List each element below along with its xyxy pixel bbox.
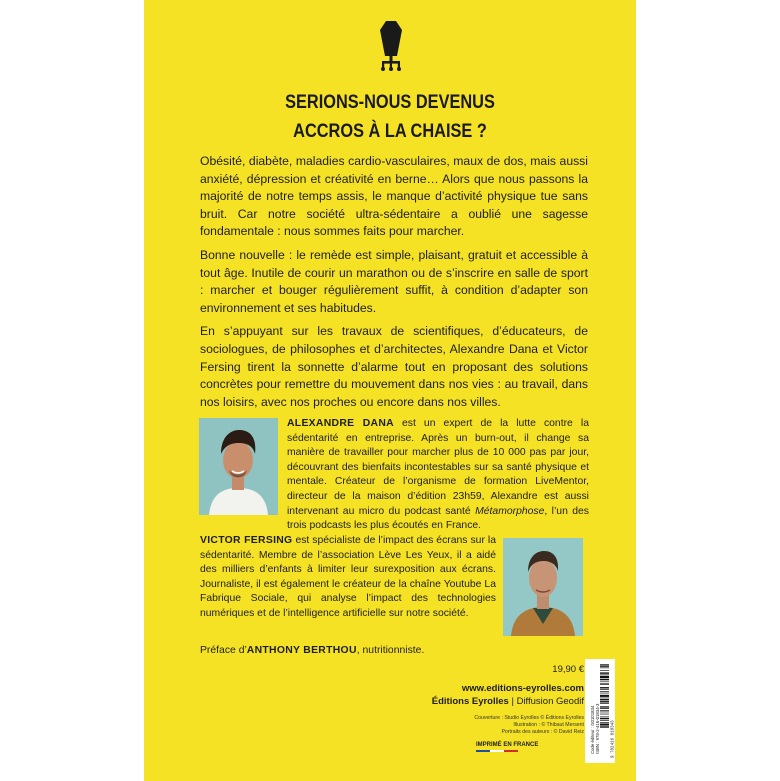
title-line-1: SERIONS-NOUS DEVENUS — [285, 92, 495, 113]
book-back-cover — [144, 0, 636, 781]
bio-fersing-text: est spécialiste de l’impact des écrans sur la sédentarité. Membre de l’association Lève Les Yeux, il a aidé des milliers d’enfants à limiter leur surexposition aux écrans. Journaliste, il est également le créateur de la chaîne Youtube La Fabrique Sociale, qui analyse l’impact des technologies numériques et de l’intelligence artificielle sur notre société. — [200, 535, 496, 619]
author-name-fersing: VICTOR FERSING — [200, 535, 293, 546]
barcode-bar — [600, 706, 609, 707]
preface-line — [200, 645, 424, 656]
editor-code: Code éditeur : G0101834 — [590, 705, 595, 754]
blurb-paragraph-3: En s’appuyant sur les travaux de scientifiques, d’éducateurs, de sociologues, de philosophes et d’architectes, Alexandre Dana et Victor Fersing tirent la sonnette d’alarme tout en proposant des solutions concrètes pour remettre du mouvement dans nos vies : au travail, dans nos loisirs, avec nos proches ou encore dans nos villes. — [200, 324, 588, 409]
barcode-bar — [600, 703, 609, 704]
bio-alexandre-dana — [287, 417, 589, 534]
barcode-bar — [600, 672, 609, 673]
preface-author: ANTHONY BERTHOU — [246, 645, 357, 656]
barcode-bar — [600, 668, 609, 669]
price: 19,90 € — [552, 664, 584, 675]
blurb-paragraph-2: Bonne nouvelle : le remède est simple, plaisant, gratuit et accessible à tout âge. Inutile de courir un marathon ou de s’inscrire en salle de sport : marcher et bouger régulièrement suffit, à condition d’adapter son environnement et ses habitudes. — [200, 247, 588, 315]
author-name-dana: ALEXANDRE DANA — [287, 418, 394, 429]
publisher-name: Éditions Eyrolles — [431, 696, 509, 707]
author-photo-alexandre-dana — [199, 418, 278, 515]
title-line-2: ACCROS À LA CHAISE ? — [293, 121, 487, 142]
barcode-bar — [600, 691, 609, 692]
preface-suffix: , nutritionniste. — [356, 645, 425, 656]
barcode-bar — [600, 714, 609, 715]
barcode-bar — [600, 698, 609, 699]
bio-victor-fersing — [200, 534, 496, 622]
french-flag-stripe — [476, 750, 518, 752]
barcode-bar — [600, 664, 609, 665]
barcode-bar — [600, 665, 609, 666]
barcode-bar — [600, 695, 609, 697]
barcode-number: 9 782416 018343 — [611, 720, 616, 758]
barcode-bar — [600, 670, 609, 671]
barcode-bar — [600, 718, 609, 719]
isbn: ISBN : 978-2-416-01834-3 — [595, 703, 600, 754]
publisher-line — [388, 696, 584, 707]
barcode-bar — [600, 712, 609, 713]
preface-prefix: Préface d’ — [200, 645, 247, 656]
coffin-chair-icon — [376, 20, 406, 72]
credit-illustration: Illustration : © Thibaut Mersent — [513, 722, 584, 729]
barcode-bar — [600, 684, 609, 685]
distributor: | Diffusion Geodif — [508, 696, 584, 707]
barcode-bar — [600, 681, 609, 682]
barcode-bar — [600, 707, 609, 708]
barcode — [600, 662, 614, 760]
barcode-bar — [600, 675, 609, 676]
barcode-bar — [600, 720, 609, 721]
printed-in-france: IMPRIMÉ EN FRANCE — [476, 742, 539, 748]
barcode-bar — [600, 722, 609, 723]
barcode-bar — [600, 724, 609, 726]
barcode-bar — [600, 683, 609, 684]
book-title — [178, 88, 601, 146]
barcode-bar — [600, 717, 609, 718]
publisher-website: www.editions-eyrolles.com — [461, 683, 584, 694]
credit-portraits: Portraits des auteurs : © David Reiz — [501, 729, 584, 736]
bio-dana-end: , l’un des trois podcasts les plus écoutés en France. — [287, 505, 590, 532]
barcode-bar — [600, 701, 609, 702]
barcode-bar — [600, 676, 609, 678]
barcode-bar — [600, 689, 609, 690]
barcode-bar — [600, 726, 609, 727]
barcode-meta — [590, 666, 600, 756]
blurb — [200, 153, 588, 417]
blurb-paragraph-1: Obésité, diabète, maladies cardio-vasculaires, maux de dos, mais aussi anxiété, dépression et créativité en berne… Alors que nous passons la majorité de notre temps assis, le manque d’activité physique tue sans bruit. Car notre société ultra-sédentaire a oublié une sagesse fondamentale : nous sommes faits pour marcher. — [200, 154, 588, 239]
barcode-bar — [600, 699, 609, 700]
credit-cover: Couverture : Studio Eyrolles © Éditions Eyrolles — [474, 715, 584, 721]
author-photo-victor-fersing — [503, 538, 583, 636]
credits — [388, 715, 584, 737]
barcode-bar — [600, 687, 609, 688]
podcast-title: Métamorphose — [475, 505, 545, 517]
barcode-bar — [600, 693, 609, 694]
barcode-bar — [600, 679, 609, 680]
barcode-bar — [600, 710, 609, 711]
bio-dana-text: est un expert de la lutte contre la sédentarité en entreprise. Après un burn-out, il change sa manière de travailler pour marcher plus de 10 000 pas par jour, découvrant des bienfaits incontestables sur sa santé physique et mentale. Créateur de l’organisme de formation LiveMentor, directeur de la maison d’édition 23h59, Alexandre est aussi intervenant au micro du podcast santé — [287, 418, 589, 517]
